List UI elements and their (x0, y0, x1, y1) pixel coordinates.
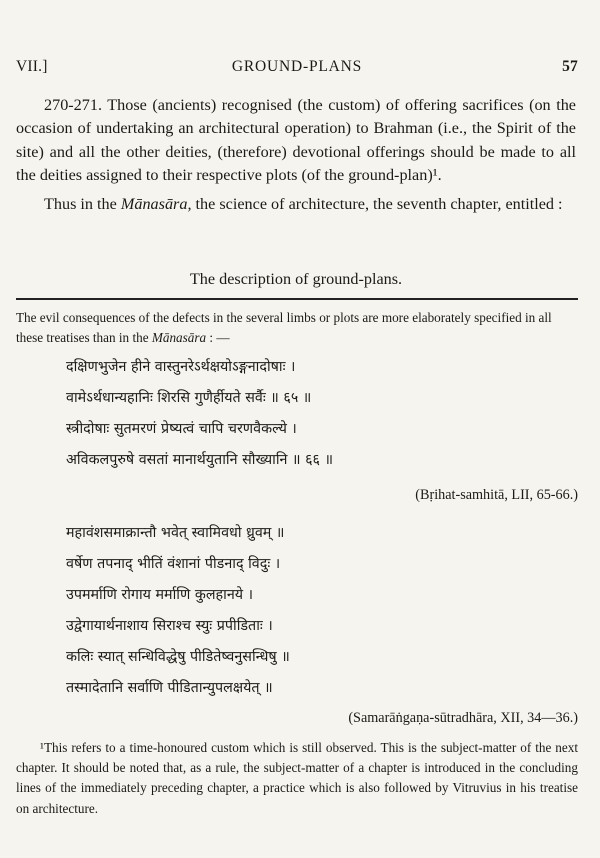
paragraph-chapter-close (16, 193, 576, 216)
intro-suffix: : — (206, 330, 230, 345)
intro-text: The evil consequences of the defects in the several limbs or plots are more elaborately specified in all these treatises than in the (16, 310, 552, 345)
verse-line: वर्षेण तपनाद् भीतिं वंशानां पीडनाद् विदुः । (66, 556, 281, 572)
section-divider (16, 298, 578, 300)
verse-line: वामेऽर्थधान्यहानिः शिरसि गुणैर्हीयते सर्वैः ॥ ६५ ॥ (66, 390, 312, 406)
para2-prefix: Thus in the (44, 194, 121, 213)
chapter-caption: The description of ground-plans. (189, 270, 403, 288)
verse-line: दक्षिणभुजेन हीने वास्तुनरेऽर्थक्षयोऽङ्गनादोषाः । (66, 359, 296, 375)
running-title: GROUND-PLANS (231, 58, 363, 75)
verse-line: उद्वेगायार्थनाशाय सिराश्च स्युः प्रपीडिताः । (66, 618, 273, 634)
paragraph-270-271: 270-271. Those (ancients) recognised (the custom) of offering sacrifices (on the occasion of undertaking an architectural operation) to Brahman (i.e., the Spirit of the site) and all the other deities, (therefore) devotional offerings should be made to all the deities assigned to their respective plots (of the ground-plan)¹. (16, 96, 576, 185)
source-citation-samarangana: (Samarāṅgaṇa-sūtradhāra, XII, 34—36.) (348, 710, 578, 726)
page-header (16, 58, 578, 82)
page-number: 57 (562, 58, 578, 75)
verse-block-samarangana (66, 518, 566, 704)
main-text (16, 94, 576, 216)
intro-manasara-title: Mānasāra (151, 330, 207, 345)
verse-line: तस्मादेतानि सर्वाणि पीडितान्युपलक्षयेत् ॥ (66, 680, 273, 696)
footnote-text: ¹This refers to a time-honoured custom which is still observed. This is the subject-matter of the next chapter. It should be noted that, as a rule, the subject-matter of a chapter is introduced in the concluding lines of the immediately preceding chapter, a practice which is also followed by Vitruvius in his treatise on architecture. (16, 740, 578, 816)
verse-line: उपमर्माणि रोगाय मर्माणि कुलहानये । (66, 587, 254, 603)
para2-suffix: the science of architecture, the seventh chapter, entitled : (191, 194, 563, 213)
section-marker: VII.] (16, 58, 48, 75)
manasara-title: Mānasāra, (120, 194, 192, 213)
verse-line: स्त्रीदोषाः सुतमरणं प्रेष्यत्वं चापि चरणवैकल्ये । (66, 421, 297, 437)
verse-line: महावंशसमाक्रान्तौ भवेत् स्वामिवधो ध्रुवम् ॥ (66, 525, 285, 541)
verse-line: कलिः स्यात् सन्धिविद्धेषु पीडितेष्वनुसन्धिषु ॥ (66, 649, 290, 665)
footnote (16, 738, 578, 819)
verse-block-brihat-samhita (66, 352, 566, 476)
source-citation-brihat: (Bṛihat-samhitā, LII, 65-66.) (415, 487, 578, 503)
intro-note (16, 308, 578, 348)
verse-line: अविकलपुरुषे वसतां मानार्थयुतानि सौख्यानि ॥ ६६ ॥ (66, 452, 334, 468)
